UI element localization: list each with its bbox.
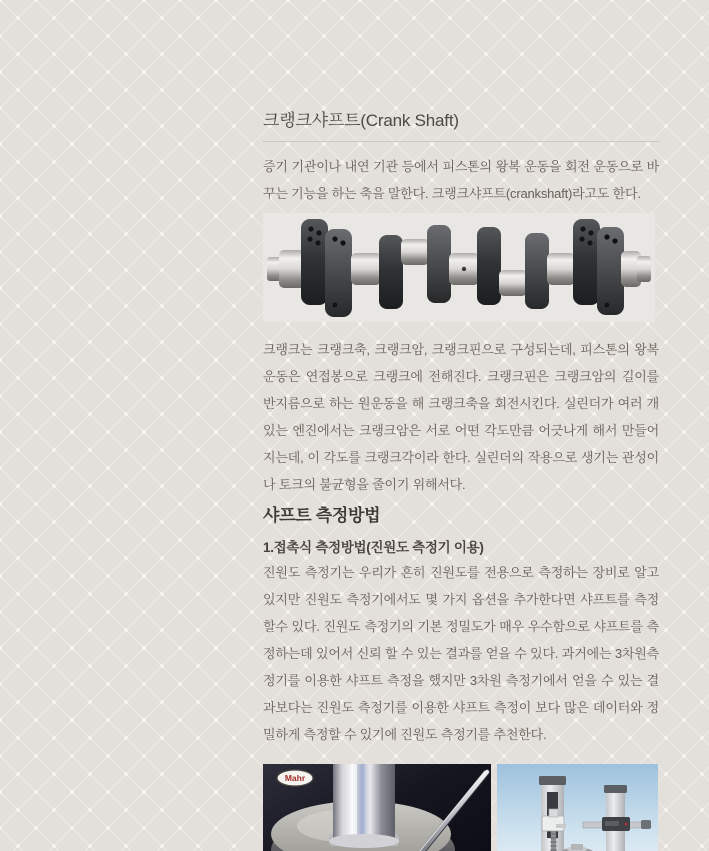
article-column <box>263 0 659 851</box>
intro-paragraph: 증기 기관이나 내연 기관 등에서 피스톤의 왕복 운동을 회전 운동으로 바꾸는 기능을 하는 축을 말한다. 크랭크샤프트(crankshaft)라고도 한다. <box>263 159 659 201</box>
crankshaft-photo <box>263 213 655 322</box>
mahr-logo-text: Mahr <box>284 773 306 783</box>
section-paragraph: 진원도 측정기는 우리가 흔히 진원도를 전용으로 측정하는 장비로 알고 있지만 진원도 측정기에서도 몇 가지 옵션을 추가한다면 샤프트를 측정할수 있다. 진원도 측정기의 기본 정밀도가 매우 우수함으로 샤프트를 측정하는데 있어서 신뢰 할 수 있는 결과를 얻을 수 있다. 과거에는 3차원측정기를 이용한 샤프트 측정을 했지만 3차원 측정기에서 얻을 수 있는 결과보다는 진원도 측정기를 이용한 샤프트 측정이 보다 많은 데이터와 정밀하게 측정할 수 있기에 진원도 측정기를 추천한다. <box>263 565 659 742</box>
section-heading: 샤프트 측정방법 <box>263 506 381 525</box>
probe-closeup-illustration <box>263 764 491 851</box>
probe-closeup-photo <box>263 764 491 851</box>
roundness-machine-photo <box>497 764 658 851</box>
title-divider <box>263 141 659 142</box>
page-title: 크랭크샤프트(Crank Shaft) <box>263 111 459 130</box>
photo-row <box>263 764 659 851</box>
subsection-heading: 1.접촉식 측정방법(진원도 측정기 이용) <box>263 540 484 555</box>
crankshaft-illustration <box>263 213 655 322</box>
roundness-machine-illustration <box>497 764 658 851</box>
mahr-logo <box>277 770 313 786</box>
body-paragraph: 크랭크는 크랭크축, 크랭크암, 크랭크핀으로 구성되는데, 피스톤의 왕복 운동은 연접봉으로 크랭크에 전해진다. 크랭크핀은 크랭크암의 길이를 반지름으로 하는 원운동을 해 크랭크축을 회전시킨다. 실린더가 여러 개 있는 엔진에서는 크랭크암은 서로 어떤 각도만큼 어긋나게 해서 만들어지는데, 이 각도를 크랭크각이라 한다. 실린더의 작용으로 생기는 관성이나 토크의 불균형을 줄이기 위해서다. <box>263 342 659 492</box>
